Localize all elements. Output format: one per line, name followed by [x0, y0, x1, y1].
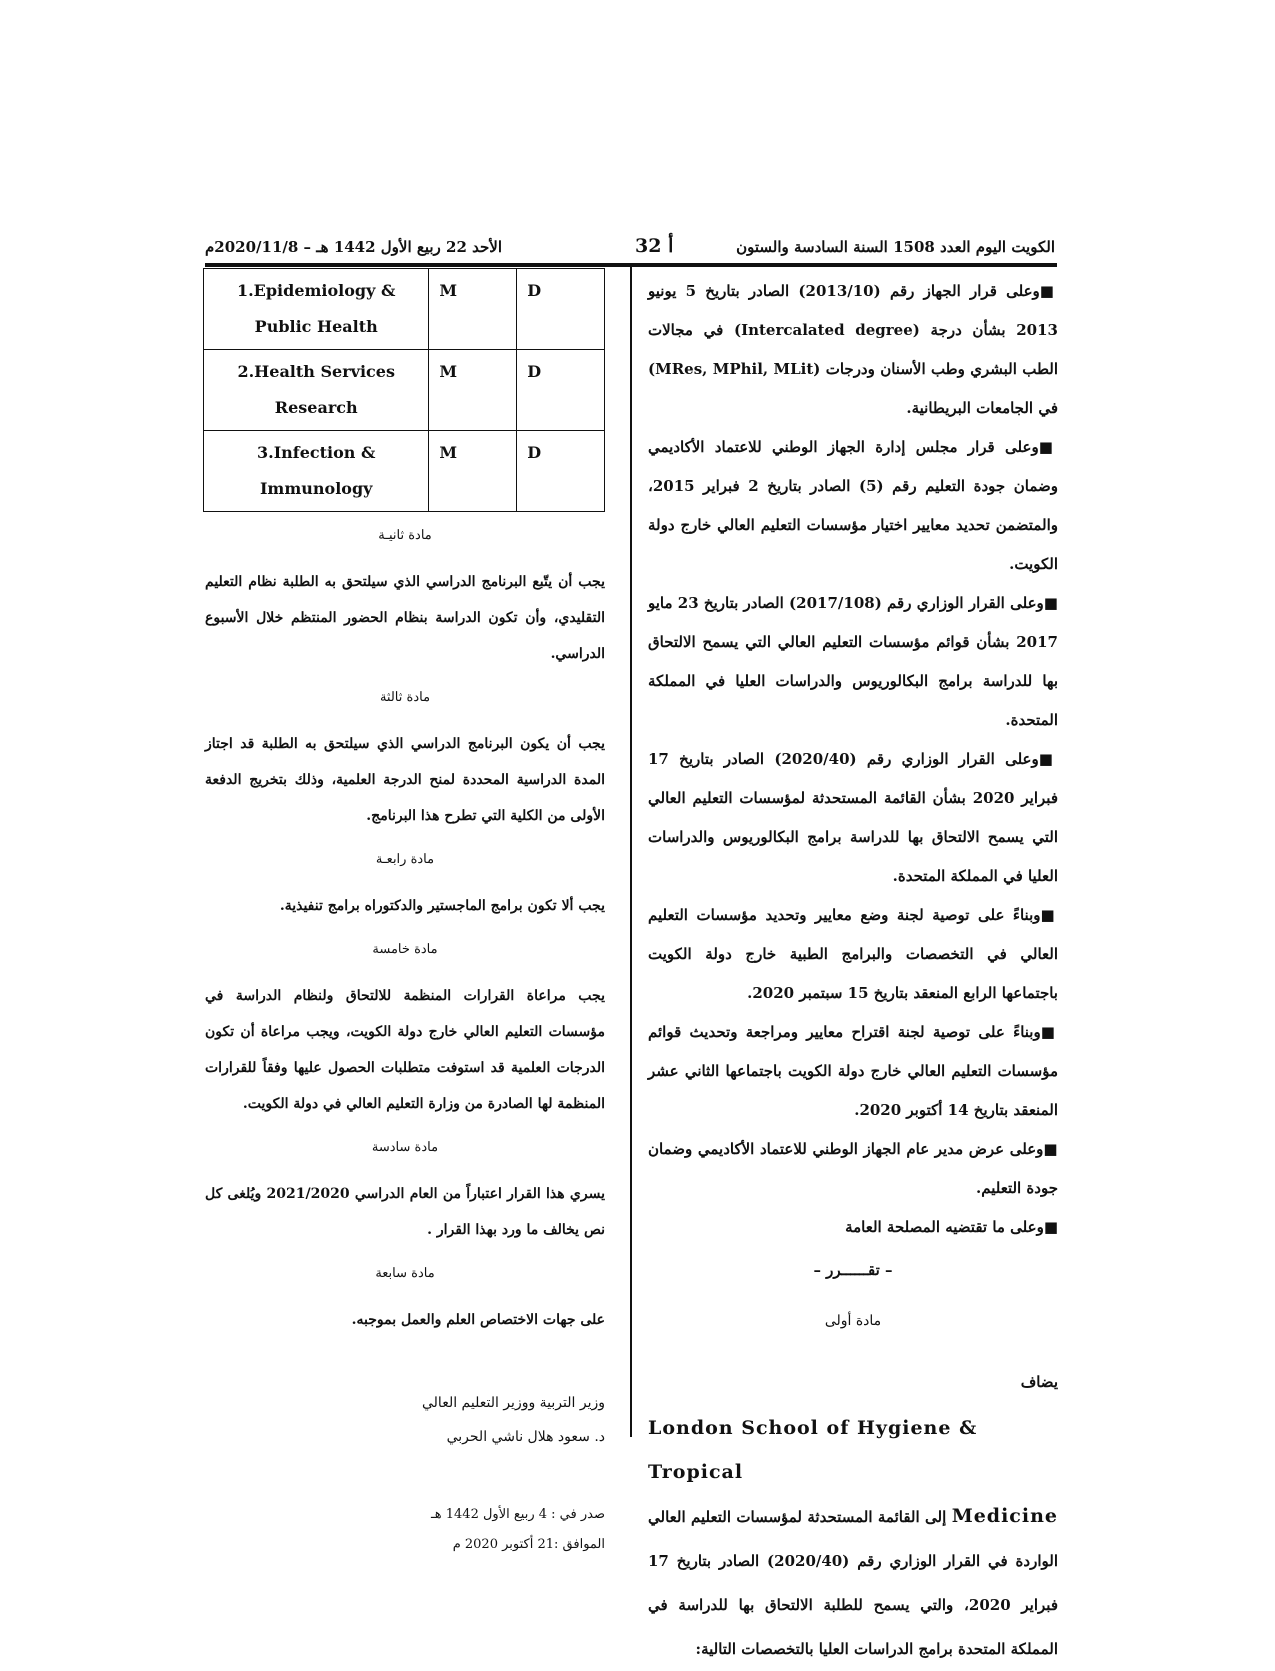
article-4-text: يجب ألا تكون برامج الماجستير والدكتوراه برامج تنفيذية.	[279, 898, 605, 914]
specializations-table	[203, 268, 605, 512]
header-gazette-issue: الكويت اليوم العدد 1508 السنة السادسة والستون	[736, 238, 1055, 256]
table-row	[204, 350, 605, 431]
preamble-clause: ■وعلى عرض مدير عام الجهاز الوطني للاعتماد الأكاديمي وضمان جودة التعليم.	[648, 1140, 1058, 1197]
school-name-word: Medicine	[951, 1505, 1058, 1527]
school-name-line: London School of Hygiene & Tropical	[648, 1417, 978, 1483]
left-column	[205, 268, 605, 1560]
preamble-clause: ■وبناءً على توصية لجنة اقتراح معايير ومراجعة وتحديث قوائم مؤسسات التعليم العالي خارج دولة الكويت باجتماعها الثاني عشر المنعقد بتاريخ 14 أكتوبر 2020.	[648, 1023, 1058, 1119]
table-row	[204, 269, 605, 350]
specialization-name: 1.Epidemiology & Public Health	[204, 269, 429, 350]
article-7-text: على جهات الاختصاص العلم والعمل بموجبه.	[351, 1312, 605, 1328]
specialization-name: 2.Health Services Research	[204, 350, 429, 431]
doctorate-cell: D	[517, 431, 605, 512]
issued-hijri-date: صدر في : 4 ربيع الأول 1442 هـ	[430, 1507, 605, 1522]
article-3-text: يجب أن يكون البرنامج الدراسي الذي سيلتحق به الطلبة قد اجتاز المدة الدراسية المحددة لمنح الدرجة العلمية، وذلك بتخريج الدفعة الأولى من الكلية التي تطرح هذا البرنامج.	[205, 736, 605, 824]
article-4-title: مادة رابعـة	[375, 852, 435, 867]
preamble-clause: ■وعلى قرار مجلس إدارة الجهاز الوطني للاعتماد الأكاديمي وضمان جودة التعليم رقم (5) الصادر بتاريخ 2 فبراير 2015، والمتضمن تحديد معايير اختيار مؤسسات التعليم العالي خارج دولة الكويت.	[648, 438, 1058, 573]
right-column	[648, 272, 1058, 1671]
preamble-clause: ■وعلى قرار الجهاز رقم (2013/10) الصادر بتاريخ 5 يونيو 2013 بشأن درجة (Intercalated degree) في مجالات الطب البشري وطب الأسنان ودرجات (MRes, MPhil, MLit) في الجامعات البريطانية.	[648, 282, 1058, 417]
preamble-clause: ■وعلى القرار الوزاري رقم (2020/40) الصادر بتاريخ 17 فبراير 2020 بشأن القائمة المستحدثة لمؤسسات التعليم العالي التي يسمح الالتحاق بها للدراسة برامج البكالوريوس والدراسات العليا في المملكة المتحدة.	[648, 750, 1058, 885]
article-5-title: مادة خامسة	[372, 942, 438, 957]
issue-date-block	[205, 1500, 605, 1560]
preamble-clause: ■وعلى ما تقتضيه المصلحة العامة	[845, 1218, 1058, 1236]
issued-gregorian-date: الموافق :21 أكتوبر 2020 م	[452, 1537, 605, 1552]
page-header	[205, 235, 1055, 262]
article-3-title: مادة ثالثة	[379, 690, 431, 705]
article-1-text: Medicine إلى القائمة المستحدثة لمؤسسات التعليم العالي الواردة في القرار الوزاري رقم (2020/40) الصادر بتاريخ 17 فبراير 2020، والتي يسمح للطلبة الالتحاق بها للدراسة في المملكة المتحدة برامج الدراسات العليا بالتخصصات التالية:	[648, 1505, 1058, 1658]
signer-name: د. سعود هلال ناشي الحربي	[446, 1429, 605, 1445]
preamble-clause: ■وبناءً على توصية لجنة وضع معايير وتحديد مؤسسات التعليم العالي في التخصصات والبرامج الطبية خارج دولة الكويت باجتماعها الرابع المنعقد بتاريخ 15 سبتمبر 2020.	[648, 906, 1058, 1002]
article-2-text: يجب أن يتّبع البرنامج الدراسي الذي سيلتحق به الطلبة نظام التعليم التقليدي، وأن تكون الدراسة بنظام الحضور المنتظم خلال الأسبوع الدراسي.	[205, 574, 605, 662]
adds-label: يضاف	[1020, 1373, 1058, 1391]
doctorate-cell: D	[517, 350, 605, 431]
article-6-text: يسري هذا القرار اعتباراً من العام الدراسي 2021/2020 ويُلغى كل نص يخالف ما ورد بهذا القرار .	[205, 1186, 605, 1238]
article-6-title: مادة سادسة	[371, 1140, 439, 1155]
header-date: الأحد 22 ربيع الأول 1442 هـ – 2020/11/8م	[205, 238, 502, 256]
table-row	[204, 431, 605, 512]
masters-cell: M	[429, 350, 517, 431]
signature-block	[205, 1386, 605, 1454]
masters-cell: M	[429, 269, 517, 350]
decides-heading: – تقــــــرر –	[813, 1261, 893, 1279]
header-page-number: أ 32	[635, 235, 674, 257]
masters-cell: M	[429, 431, 517, 512]
column-divider	[630, 267, 632, 1437]
preamble-clause: ■وعلى القرار الوزاري رقم (2017/108) الصادر بتاريخ 23 مايو 2017 بشأن قوائم مؤسسات التعليم العالي التي يسمح الالتحاق بها للدراسة برامج البكالوريوس والدراسات العليا في المملكة المتحدة.	[648, 594, 1058, 729]
article-7-title: مادة سابعة	[375, 1266, 435, 1281]
article-5-text: يجب مراعاة القرارات المنظمة للالتحاق ولنظام الدراسة في مؤسسات التعليم العالي خارج دولة الكويت، ويجب مراعاة أن تكون الدرجات العلمية قد استوفت متطلبات الحصول عليها وفقاً للقرارات المنظمة لها الصادرة من وزارة التعليم العالي في دولة الكويت.	[205, 988, 605, 1112]
specialization-name: 3.Infection & Immunology	[204, 431, 429, 512]
article-2-title: مادة ثانيـة	[378, 528, 432, 543]
article-1-title: مادة أولى	[824, 1313, 882, 1329]
doctorate-cell: D	[517, 269, 605, 350]
signer-title: وزير التربية ووزير التعليم العالي	[422, 1395, 605, 1411]
